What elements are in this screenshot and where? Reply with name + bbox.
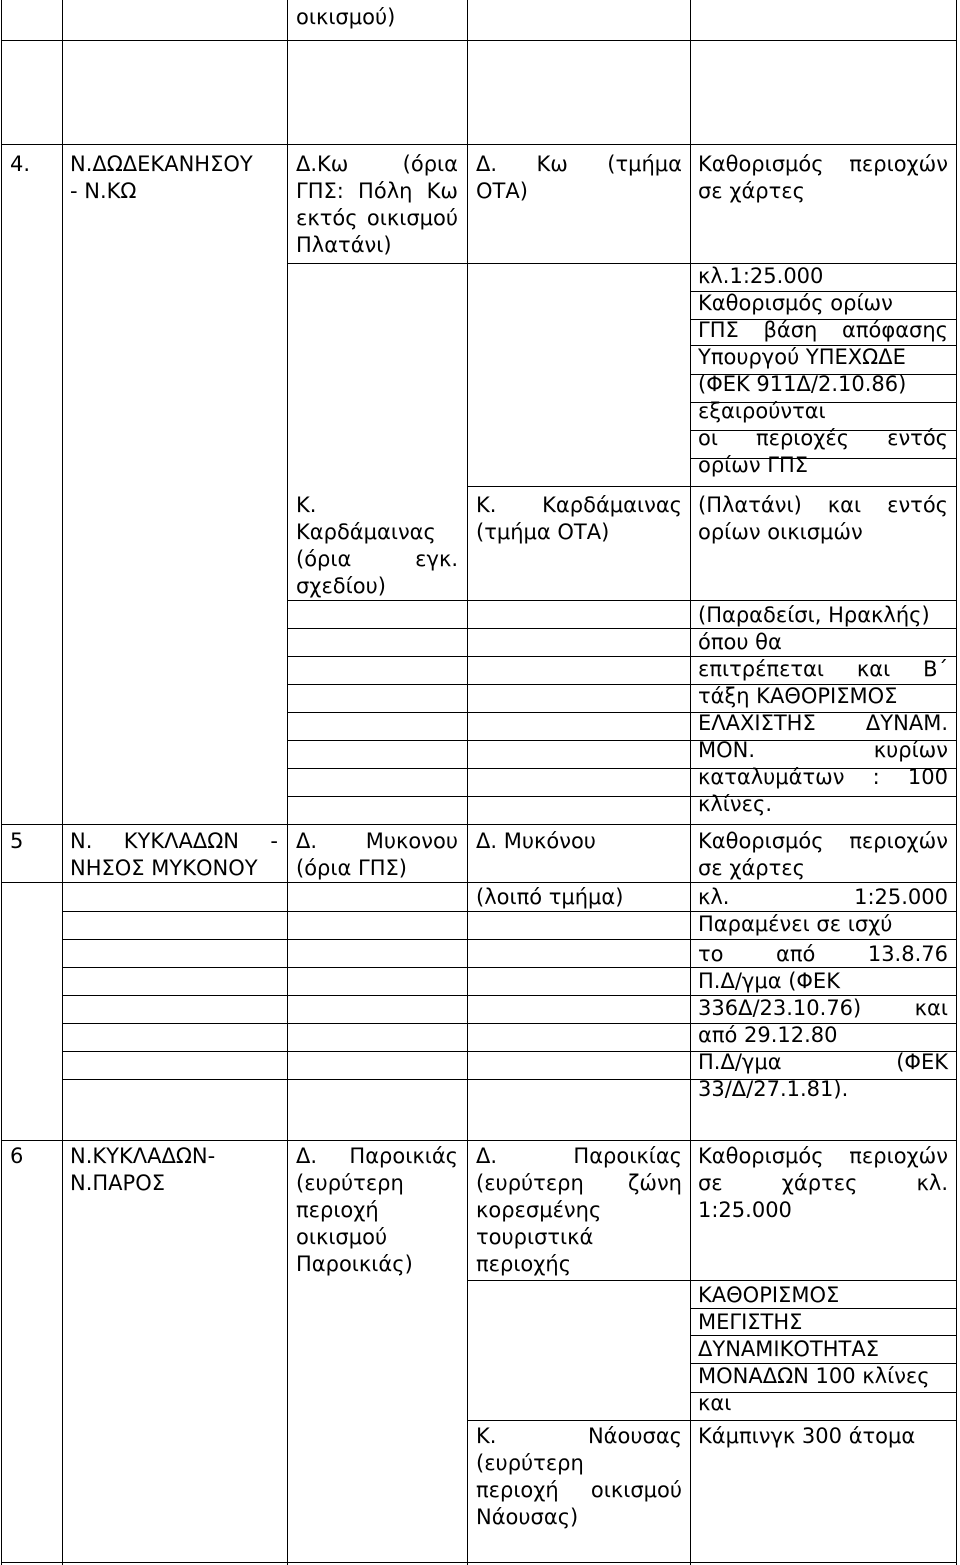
text-line: ΚΑΘΟΡΙΣΜΟΣ [698,1283,840,1307]
description-cell [698,151,948,205]
text-line: ΜΟΝΑΔΩΝ 100 κλίνες [698,1364,930,1388]
text-line: Καθορισμός περιοχών [698,1144,948,1168]
text-line: σε χάρτες [698,856,805,880]
text-line: ΔΥΝΑΜΙΚΟΤΗΤΑΣ [698,1337,879,1361]
text-line: σχεδίου) [296,574,386,598]
text-line: Νάουσας) [476,1505,579,1529]
text-line: Καθορισμός περιοχών [698,829,948,853]
text-line: εκτός οικισμού [296,206,458,230]
description-cell [698,1282,948,1417]
text-line: 33/Δ/27.1.81). [698,1077,849,1101]
text-line: Κ. Νάουσας [476,1424,682,1448]
text-line: Δ. Παροικιάς [296,1144,458,1168]
zone-cell [476,1423,682,1531]
row-divider [1,40,957,41]
text-line: Πλατάνι) [296,233,392,257]
text-line: εξαιρούνται [698,399,826,423]
row-divider [1,1140,957,1141]
text-line: ΕΛΑΧΙΣΤΗΣ ΔΥΝΑΜ. [698,711,948,735]
area-cell [296,492,458,600]
zone-cell [476,492,682,546]
text-line: (όρια εγκ. [296,547,458,571]
text-line: Κ. [296,493,317,517]
text-line: Παραμένει σε ισχύ [698,912,893,936]
text-line: τάξη ΚΑΘΟΡΙΣΜΟΣ [698,684,898,708]
text-line: 1:25.000 [698,1198,792,1222]
row-number: 4. [10,152,31,176]
zone-cell: Δ. Μυκόνου [476,829,596,853]
table-divider-col1 [62,0,63,1565]
text-line: Υπουργού ΥΠΕΧΩΔΕ [698,345,906,369]
text-line: - Ν.ΚΩ [70,179,137,203]
text-line: 336Δ/23.10.76) και [698,996,948,1020]
row-divider [287,263,468,264]
prefecture-cell [70,828,278,882]
zone-cell [476,1143,682,1278]
text-line: περιοχή οικισμού [476,1478,682,1502]
description-cell [698,828,948,882]
text-line: (Παραδείσι, Ηρακλής) [698,603,930,627]
row-number: 5 [10,829,24,853]
text-line: καταλυμάτων : 100 [698,765,948,789]
text-line: ΓΠΣ βάση απόφασης [698,318,948,342]
text-line: Ν. ΚΥΚΛΑΔΩΝ - [70,829,278,853]
row-divider [467,1280,957,1281]
text-line: Ν.ΠΑΡΟΣ [70,1171,166,1195]
description-cell [698,602,948,818]
text-line: το από 13.8.76 [698,942,948,966]
text-line: Καθορισμός ορίων [698,291,893,315]
table-divider-col2 [287,0,288,1565]
text-line: (Πλατάνι) και εντός [698,493,948,517]
text-line: σε χάρτες [698,179,805,203]
cell-area [296,4,458,31]
row-divider [467,486,957,487]
text-line: Π.Δ/γμα (ΦΕΚ [698,1050,948,1074]
text-line: ΝΗΣΟΣ ΜΥΚΟΝΟΥ [70,856,258,880]
zone-cell: (λοιπό τμήμα) [476,885,624,909]
table-border-left [1,0,2,1565]
row-divider [1,882,957,883]
text-line: Καρδάμαινας [296,520,436,544]
text-line: Παροικιάς) [296,1252,413,1276]
text-line: (τμήμα ΟΤΑ) [476,520,610,544]
row-number: 6 [10,1144,24,1168]
description-cell [698,1143,948,1224]
text-line: κλ.1:25.000 [698,264,824,288]
text-line: ΜΕΓΙΣΤΗΣ [698,1310,803,1334]
text-line: περιοχή [296,1198,379,1222]
text-line: σε χάρτες κλ. [698,1171,948,1195]
text-line: Κ. Καρδάμαινας [476,493,682,517]
text-line: (όρια ΓΠΣ) [296,856,407,880]
description-cell [698,492,948,546]
description-cell [698,884,948,938]
text-line: όπου θα [698,630,782,654]
text-line: από 29.12.80 [698,1023,838,1047]
description-cell [698,941,948,1103]
text-line: κλίνες. [698,792,772,816]
text-line: κλ. 1:25.000 [698,885,948,909]
text-line: Δ. Παροικίας [476,1144,682,1168]
text-line: κορεσμένης [476,1198,602,1222]
row-divider [1,824,957,825]
text-line: (ευρύτερη [296,1171,404,1195]
text-line: οικισμού) [296,5,396,29]
row-divider [287,600,957,601]
text-line: (ευρύτερη [476,1451,584,1475]
table-divider-col3 [467,0,468,1565]
text-line: ΟΤΑ) [476,179,528,203]
text-line: ορίων οικισμών [698,520,863,544]
text-line: οι περιοχές εντός [698,426,948,450]
text-line: οικισμού [296,1225,388,1249]
table-border-bottom [1,1562,957,1563]
text-line: Δ. Κω (τμήμα [476,152,682,176]
text-line: Π.Δ/γμα (ΦΕΚ [698,969,840,993]
description-cell [698,263,948,479]
table-divider-col4 [690,0,691,1565]
text-line: Κάμπινγκ 300 άτομα [698,1424,916,1448]
text-line: Ν.ΔΩΔΕΚΑΝΗΣΟΥ [70,152,253,176]
row-divider [467,1420,957,1421]
text-line: Ν.ΚΥΚΛΑΔΩΝ- [70,1144,216,1168]
description-cell [698,1423,948,1450]
row-divider [1,144,957,145]
area-cell [296,1143,458,1278]
row-divider [62,939,957,940]
area-cell [296,151,458,259]
text-line: και [698,1391,732,1415]
zone-cell [476,151,682,205]
area-cell [296,828,458,882]
text-line: Δ. Μυκονου [296,829,458,853]
text-line: τουριστικά [476,1225,594,1249]
text-line: ΜΟΝ. κυρίων [698,738,948,762]
text-line: ΓΠΣ: Πόλη Κω [296,179,458,203]
text-line: Δ.Κω (όρια [296,152,458,176]
text-line: (ΦΕΚ 911Δ/2.10.86) [698,372,907,396]
prefecture-cell [70,151,278,205]
text-line: επιτρέπεται και Β΄ [698,657,948,681]
table-border-right [956,0,957,1565]
text-line: (ευρύτερη ζώνη [476,1171,682,1195]
text-line: περιοχής [476,1252,572,1276]
text-line: ορίων ΓΠΣ [698,453,809,477]
text-line: Καθορισμός περιοχών [698,152,948,176]
prefecture-cell [70,1143,278,1197]
